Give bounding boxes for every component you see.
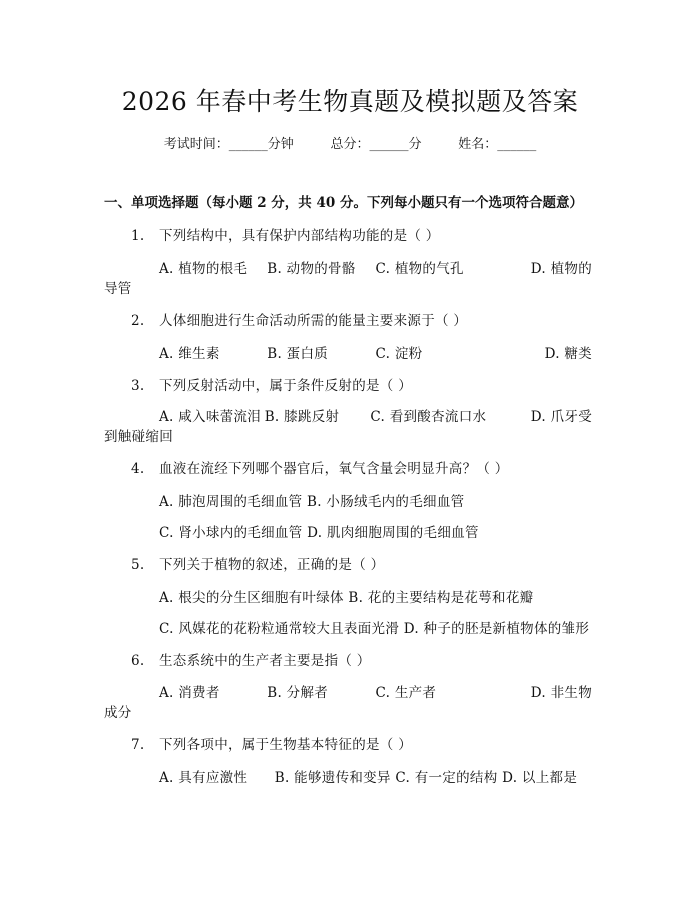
option-c: C. 生产者 [375,685,437,701]
option-d: D. 植物的 [530,261,592,277]
question-number: 5. [131,557,145,573]
question-number: 1. [131,228,145,244]
question-7-options-line-1: A. 具有应激性 B. 能够遗传和变异 C. 有一定的结构 D. 以上都是 [159,770,578,786]
question-6-stem [104,649,604,669]
option-b: B. 蛋白质 [267,346,329,362]
question-4-options-line-1: A. 肺泡周围的毛细血管 B. 小肠绒毛内的毛细血管 [159,494,465,510]
question-number: 6. [131,653,145,669]
option-c: C. 淀粉 [375,346,423,362]
question-number: 4. [131,461,145,477]
question-7-stem [104,733,604,753]
option-d: D. 非生物 [530,685,592,701]
option-a: A. 咸入味蕾流泪 [159,409,262,425]
option-b: B. 分解者 [267,685,329,701]
question-5-options-line-1: A. 根尖的分生区细胞有叶绿体 B. 花的主要结构是花萼和花瓣 [159,590,534,606]
section-heading: 一、单项选择题（每小题 2 分，共 40 分。下列每小题只有一个选项符合题意） [104,195,583,211]
question-text: 下列反射活动中，属于条件反射的是（ ） [159,378,412,394]
question-4-options-line-2: C. 肾小球内的毛细血管 D. 肌肉细胞周围的毛细血管 [159,525,479,541]
question-text: 下列结构中，具有保护内部结构功能的是（ ） [159,228,440,244]
option-b: B. 膝跳反射 [264,409,340,425]
question-number: 2. [131,313,145,329]
question-6-options [104,681,592,701]
exam-info-line: 考试时间：______分钟 总分：______分 姓名：______ [163,137,537,152]
option-a: A. 维生素 [159,346,220,362]
page-title: 2026 年春中考生物真题及模拟题及答案 [121,87,579,116]
question-1-options [104,257,592,277]
question-text: 生态系统中的生产者主要是指（ ） [159,653,371,669]
question-number: 3. [131,378,145,394]
option-c: C. 看到酸杏流口水 [370,409,487,425]
question-text: 人体细胞进行生命活动所需的能量主要来源于（ ） [159,313,468,329]
question-5-stem [104,553,604,573]
option-d: D. 爪牙受 [530,409,592,425]
option-continuation: 到触碰缩回 [104,429,173,445]
question-5-options-line-2: C. 风媒花的花粉粒通常较大且表面光滑 D. 种子的胚是新植物体的雏形 [159,621,590,637]
question-number: 7. [131,737,145,753]
option-continuation: 成分 [104,705,132,721]
question-3-options [104,405,592,425]
option-c: C. 植物的气孔 [375,261,464,277]
question-2-options [104,342,592,362]
question-1-stem [104,224,604,244]
option-continuation: 导管 [104,281,132,297]
question-3-stem [104,374,604,394]
option-b: B. 动物的骨骼 [267,261,356,277]
question-2-stem [104,309,604,329]
question-text: 下列各项中，属于生物基本特征的是（ ） [159,737,412,753]
question-text: 下列关于植物的叙述，正确的是（ ） [159,557,385,573]
option-a: A. 植物的根毛 [159,261,248,277]
question-text: 血液在流经下列哪个器官后，氧气含量会明显升高？（ ） [159,461,509,477]
option-d: D. 糖类 [544,346,592,362]
question-4-stem [104,457,604,477]
option-a: A. 消费者 [159,685,220,701]
